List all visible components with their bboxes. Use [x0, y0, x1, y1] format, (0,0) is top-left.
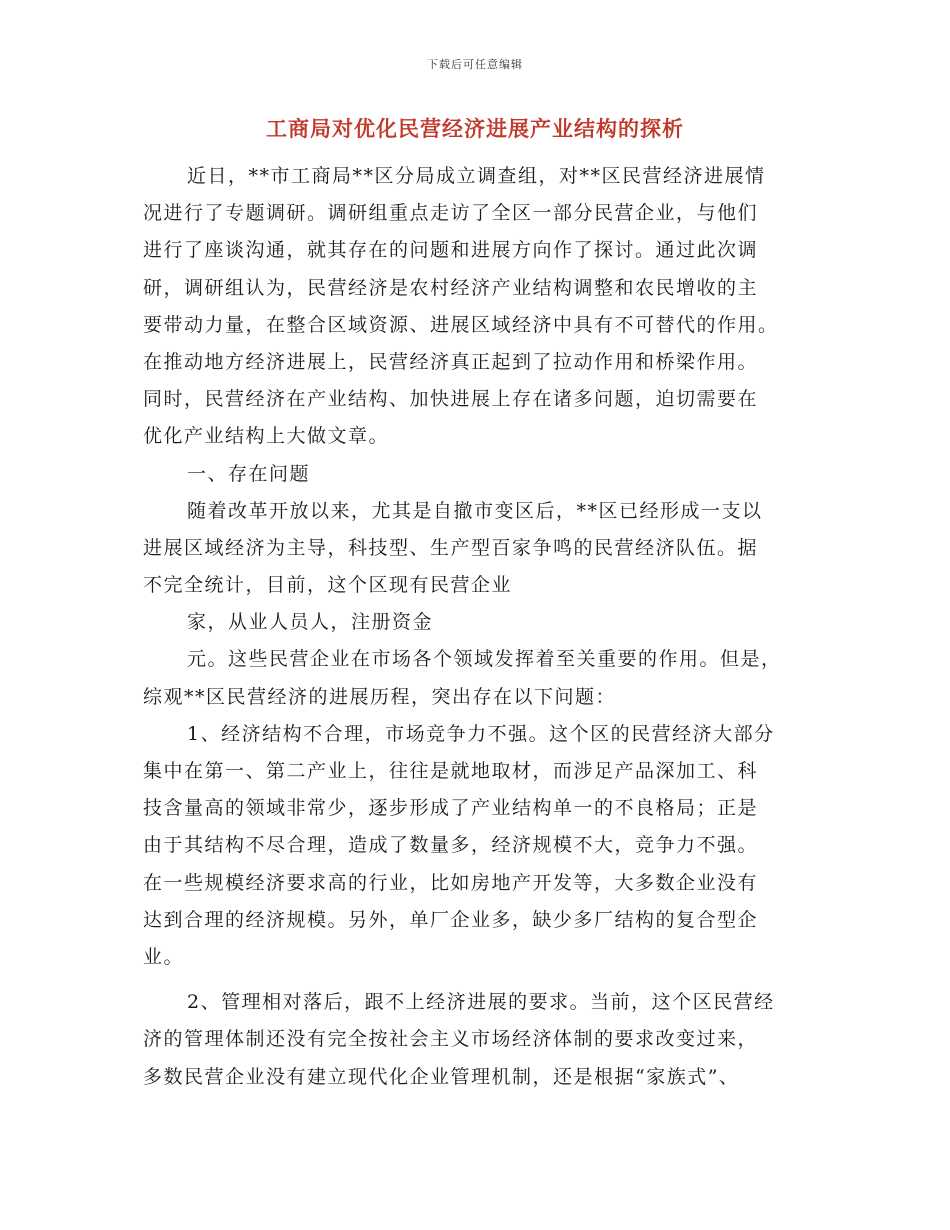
paragraph-line: 随着改革开放以来，尤其是自撤市变区后，**区已经形成一支以 [187, 499, 763, 522]
paragraph-line: 业。 [143, 945, 185, 968]
paragraph-line: 综观**区民营经济的进展历程，突出存在以下问题： [143, 685, 617, 708]
paragraph-line: 同时，民营经济在产业结构、加快进展上存在诸多问题，迫切需要在 [143, 388, 759, 411]
paragraph-line: 济的管理体制还没有完全按社会主义市场经济体制的要求改变过来， [143, 1028, 759, 1051]
paragraph-line: 元。这些民营企业在市场各个领域发挥着至关重要的作用。但是， [187, 648, 782, 671]
paragraph-line: 多数民营企业没有建立现代化企业管理机制，还是根据“家族式”、 [143, 1065, 740, 1088]
paragraph-line: 近日，**市工商局**区分局成立调查组，对**区民营经济进展情 [187, 165, 766, 187]
paragraph-line: 要带动力量，在整合区域资源、进展区域经济中具有不可替代的作用。 [143, 313, 779, 336]
section-heading: 一、存在问题 [187, 462, 311, 485]
header-note: 下载后可任意编辑 [427, 58, 523, 71]
paragraph-line: 不完全统计，目前，这个区现有民营企业 [143, 574, 513, 597]
paragraph-line: 由于其结构不尽合理，造成了数量多，经济规模不大，竞争力不强。 [143, 834, 759, 857]
paragraph-line: 研，调研组认为，民营经济是农村经济产业结构调整和农民增收的主 [143, 276, 759, 299]
paragraph-gap [143, 976, 808, 984]
paragraph-line: 进行了座谈沟通，就其存在的问题和进展方向作了探讨。通过此次调 [143, 239, 759, 262]
paragraph-line: 进展区域经济为主导，科技型、生产型百家争鸣的民营经济队伍。据 [143, 536, 759, 559]
paragraph-line: 家，从业人员人，注册资金 [187, 611, 434, 634]
paragraph-line: 在一些规模经济要求高的行业，比如房地产开发等，大多数企业没有 [143, 871, 759, 894]
document-title: 工商局对优化民营经济进展产业结构的探析 [266, 116, 684, 141]
paragraph-line: 达到合理的经济规模。另外，单厂企业多，缺少多厂结构的复合型企 [143, 908, 759, 931]
paragraph-line: 优化产业结构上大做文章。 [143, 425, 390, 448]
document-body [143, 158, 808, 1096]
paragraph-line: 况进行了专题调研。调研组重点走访了全区一部分民营企业，与他们 [143, 202, 759, 225]
paragraph-line: 2、管理相对落后，跟不上经济进展的要求。当前，这个区民营经 [187, 991, 775, 1014]
paragraph-line: 1、经济结构不合理，市场竞争力不强。这个区的民营经济大部分 [187, 722, 775, 745]
paragraph-line: 在推动地方经济进展上，民营经济真正起到了拉动作用和桥梁作用。 [143, 350, 759, 373]
paragraph-line: 技含量高的领域非常少，逐步形成了产业结构单一的不良格局；正是 [143, 797, 759, 820]
paragraph-line: 集中在第一、第二产业上，往往是就地取材，而涉足产品深加工、科 [143, 760, 759, 782]
